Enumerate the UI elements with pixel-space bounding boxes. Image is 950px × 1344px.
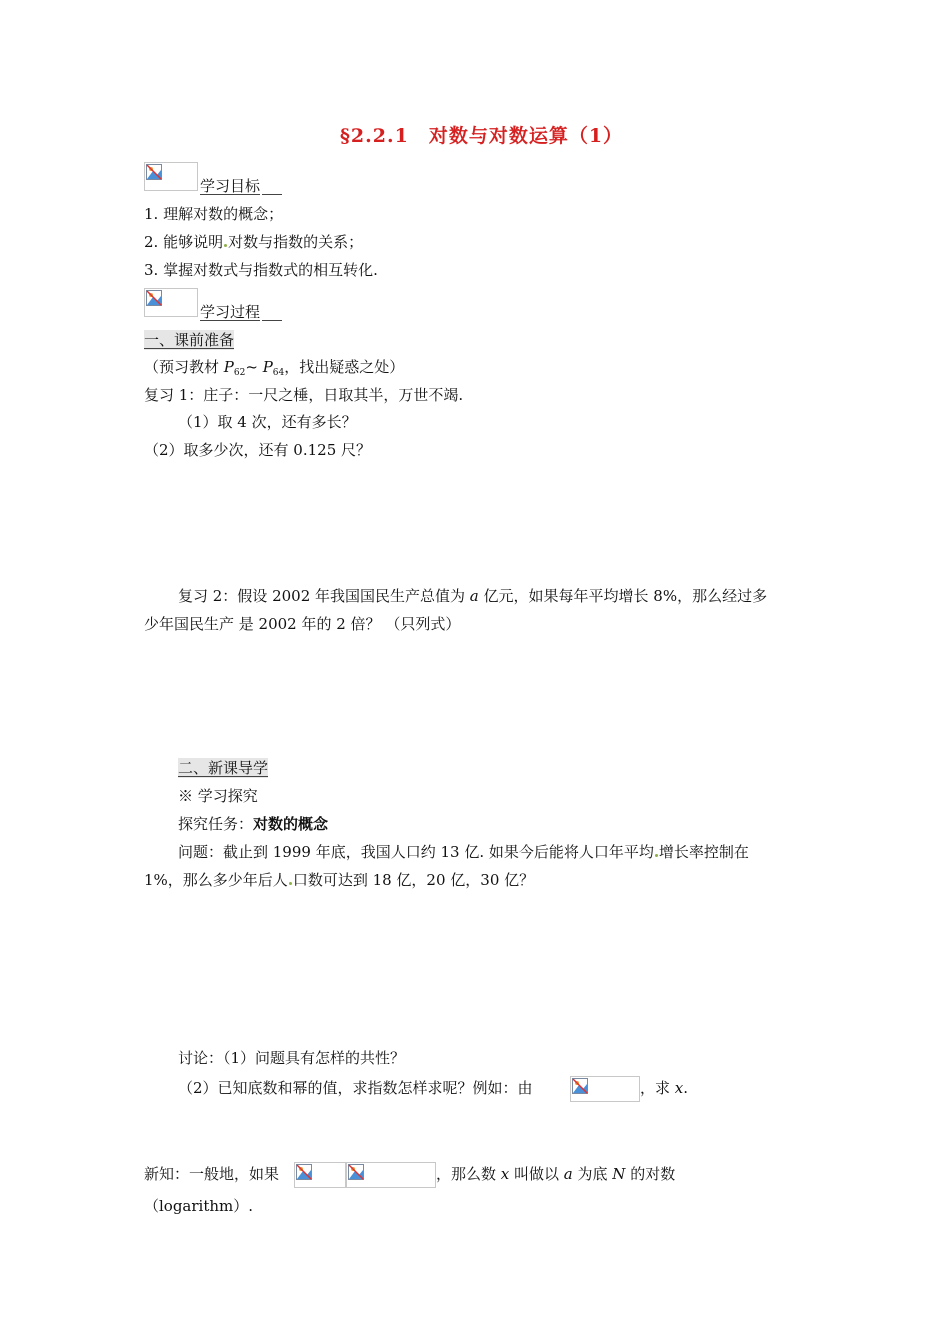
discuss-2: （2）已知底数和幂的值，求指数怎样求呢？例如：由 [178, 1079, 533, 1097]
goal-item-2: 2. 能够说明 对数与指数的关系； [144, 233, 364, 251]
page-title: §2.2.1 对数与对数运算（1） [340, 125, 624, 147]
task-line: 探究任务：对数的概念 [178, 815, 329, 833]
new-knowledge: 新知：一般地，如果 [144, 1165, 280, 1183]
equation-image-icon [570, 1076, 640, 1102]
goal-item-1: 1. 理解对数的概念； [144, 205, 284, 223]
equation-image-icon [294, 1162, 346, 1188]
goals-heading: 学习目标 [200, 177, 261, 195]
part1-heading: 一、课前准备 [144, 331, 235, 349]
process-heading: 学习过程 [200, 303, 261, 321]
new-knowledge-end: ，那么数 x 叫做以 a 为底 N 的对数 [436, 1165, 676, 1183]
broken-image-icon [144, 162, 198, 191]
review-1-question-2: （2）取多少次，还有 0.125 尺？ [144, 441, 372, 459]
goal-item-3: 3. 掌握对数式与指数式的相互转化. [144, 261, 378, 279]
heading-underline [262, 176, 282, 195]
equation-image-icon [346, 1162, 436, 1188]
review-2-line-2: 少年国民生产 是 2002 年的 2 倍？ （只列式） [144, 615, 461, 633]
broken-image-icon [144, 288, 198, 317]
preview-note: （预习教材 $P_{62}\sim$ $P_{64}$，找出疑惑之处） [144, 358, 405, 378]
heading-underline [262, 302, 282, 321]
problem-line-2: 1%，那么多少年后人 口数可达到 18 亿，20 亿，30 亿？ [144, 871, 535, 889]
problem-line-1: 问题：截止到 1999 年底，我国人口约 13 亿. 如果今后能将人口年平均 增长率控制在 [178, 843, 749, 861]
discuss-1: 讨论：（1）问题具有怎样的共性？ [178, 1049, 406, 1067]
discuss-2-end: ，求 x. [640, 1079, 689, 1097]
part2-heading: 二、新课导学 [178, 759, 269, 777]
review-2: 复习 2：假设 2002 年我国国民生产总值为 a 亿元，如果每年平均增长 8%，那么经过多 [178, 587, 768, 605]
review-1-question-1: （1）取 4 次，还有多长？ [178, 413, 357, 431]
review-1: 复习 1：庄子：一尺之棰，日取其半，万世不竭. [144, 386, 464, 404]
explore-mark: ※ 学习探究 [178, 787, 258, 805]
new-knowledge-line-2: （logarithm）. [144, 1197, 254, 1215]
